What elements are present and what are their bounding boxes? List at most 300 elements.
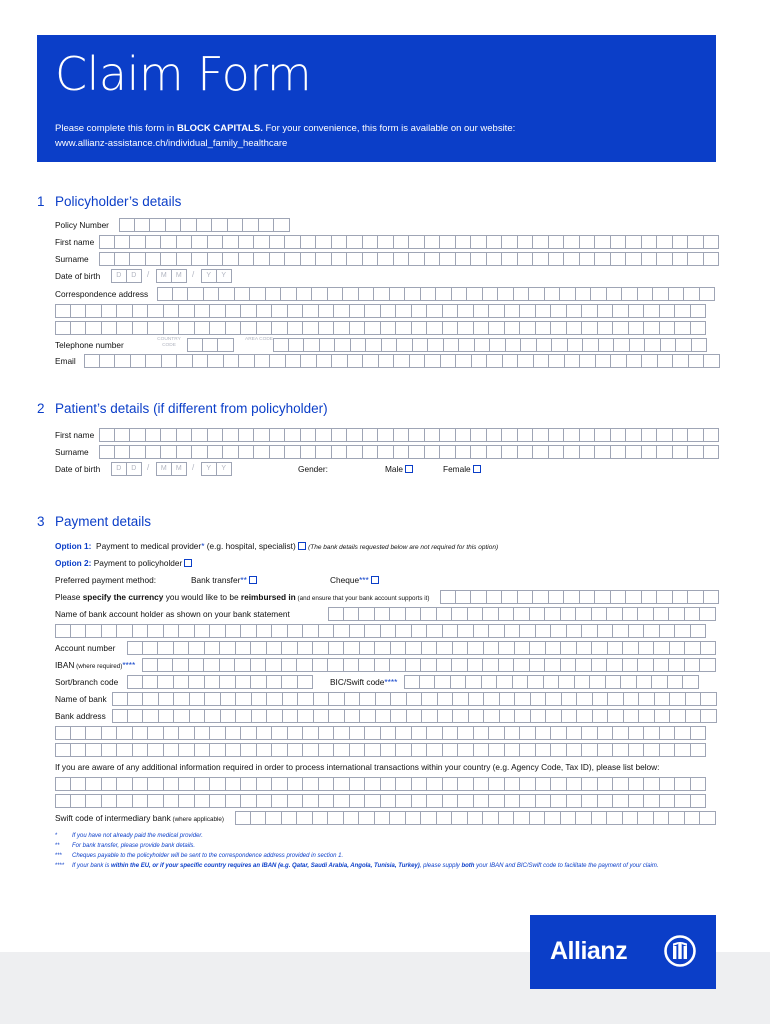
- character-box[interactable]: [505, 777, 521, 791]
- character-box[interactable]: [195, 726, 211, 740]
- character-box[interactable]: [313, 641, 329, 655]
- character-box[interactable]: [148, 304, 164, 318]
- character-box[interactable]: [332, 354, 348, 368]
- character-box[interactable]: [688, 235, 704, 249]
- character-box[interactable]: [273, 338, 289, 352]
- character-box[interactable]: [669, 607, 685, 621]
- character-box[interactable]: [440, 428, 456, 442]
- character-box[interactable]: [319, 743, 335, 757]
- character-box[interactable]: [301, 354, 317, 368]
- character-box[interactable]: [700, 607, 716, 621]
- character-box[interactable]: [499, 811, 515, 825]
- character-box[interactable]: [313, 658, 329, 672]
- character-box[interactable]: [332, 235, 348, 249]
- character-box[interactable]: [614, 338, 630, 352]
- character-box[interactable]: [458, 624, 474, 638]
- character-box[interactable]: [360, 692, 376, 706]
- character-box[interactable]: [86, 743, 102, 757]
- character-box[interactable]: [301, 252, 317, 266]
- character-box[interactable]: [675, 321, 691, 335]
- character-box[interactable]: [71, 726, 87, 740]
- character-box[interactable]: [691, 794, 707, 808]
- character-box[interactable]: [115, 428, 131, 442]
- character-box[interactable]: [102, 624, 118, 638]
- character-box[interactable]: [520, 624, 536, 638]
- character-box[interactable]: [421, 287, 437, 301]
- character-box[interactable]: [179, 726, 195, 740]
- character-box[interactable]: [591, 287, 607, 301]
- character-box[interactable]: [350, 794, 366, 808]
- character-box[interactable]: [518, 428, 534, 442]
- character-box[interactable]: [654, 641, 670, 655]
- character-box[interactable]: [241, 624, 257, 638]
- character-box[interactable]: [564, 590, 580, 604]
- character-box[interactable]: [239, 252, 255, 266]
- character-box[interactable]: [177, 252, 193, 266]
- character-box[interactable]: [425, 235, 441, 249]
- character-box[interactable]: [254, 428, 270, 442]
- character-box[interactable]: [283, 709, 299, 723]
- patient-first-name-field[interactable]: [99, 428, 719, 442]
- character-box[interactable]: [208, 354, 224, 368]
- currency-field[interactable]: [440, 590, 719, 604]
- character-box[interactable]: [236, 692, 252, 706]
- character-box[interactable]: [471, 235, 487, 249]
- character-box[interactable]: [657, 235, 673, 249]
- character-box[interactable]: [437, 607, 453, 621]
- character-box[interactable]: [409, 235, 425, 249]
- character-box[interactable]: [638, 811, 654, 825]
- character-box[interactable]: [226, 624, 242, 638]
- character-box[interactable]: [205, 692, 221, 706]
- character-box[interactable]: [545, 287, 561, 301]
- character-box[interactable]: [133, 321, 149, 335]
- character-box[interactable]: [499, 641, 515, 655]
- character-box[interactable]: [142, 658, 158, 672]
- character-box[interactable]: [692, 338, 708, 352]
- character-box[interactable]: [298, 709, 314, 723]
- character-box[interactable]: [576, 287, 592, 301]
- character-box[interactable]: [629, 726, 645, 740]
- character-box[interactable]: [187, 338, 203, 352]
- character-box[interactable]: [394, 235, 410, 249]
- character-box[interactable]: [422, 641, 438, 655]
- character-box[interactable]: [210, 777, 226, 791]
- character-box[interactable]: [513, 675, 529, 689]
- character-box[interactable]: [459, 338, 475, 352]
- character-box[interactable]: [133, 624, 149, 638]
- character-box[interactable]: [582, 743, 598, 757]
- character-box[interactable]: [86, 726, 102, 740]
- character-box[interactable]: [226, 321, 242, 335]
- character-box[interactable]: [257, 777, 273, 791]
- character-box[interactable]: [270, 428, 286, 442]
- character-box[interactable]: [440, 252, 456, 266]
- character-box[interactable]: [559, 675, 575, 689]
- character-box[interactable]: [257, 304, 273, 318]
- character-box[interactable]: [673, 428, 689, 442]
- character-box[interactable]: [629, 304, 645, 318]
- character-box[interactable]: [272, 726, 288, 740]
- character-box[interactable]: [127, 641, 143, 655]
- character-box[interactable]: [453, 641, 469, 655]
- character-box[interactable]: [691, 304, 707, 318]
- character-box[interactable]: [316, 445, 332, 459]
- character-box[interactable]: [375, 811, 391, 825]
- character-box[interactable]: [365, 304, 381, 318]
- character-box[interactable]: [192, 428, 208, 442]
- character-box[interactable]: [117, 743, 133, 757]
- character-box[interactable]: [360, 641, 376, 655]
- character-box[interactable]: [219, 287, 235, 301]
- character-box[interactable]: [583, 338, 599, 352]
- character-box[interactable]: [675, 304, 691, 318]
- character-box[interactable]: [458, 777, 474, 791]
- character-box[interactable]: [514, 607, 530, 621]
- character-box[interactable]: [254, 235, 270, 249]
- character-box[interactable]: [192, 235, 208, 249]
- character-box[interactable]: [704, 590, 720, 604]
- character-box[interactable]: [440, 590, 456, 604]
- character-box[interactable]: [102, 743, 118, 757]
- character-box[interactable]: [427, 777, 443, 791]
- character-box[interactable]: [406, 607, 422, 621]
- character-box[interactable]: [334, 743, 350, 757]
- character-box[interactable]: [146, 428, 162, 442]
- character-box[interactable]: [128, 709, 144, 723]
- character-box[interactable]: [505, 624, 521, 638]
- character-box[interactable]: [704, 235, 720, 249]
- character-box[interactable]: [660, 794, 676, 808]
- character-box[interactable]: [148, 777, 164, 791]
- character-box[interactable]: [639, 641, 655, 655]
- bank-transfer-checkbox[interactable]: [249, 576, 257, 584]
- character-box[interactable]: [483, 811, 499, 825]
- character-box[interactable]: [701, 692, 717, 706]
- character-box[interactable]: [344, 607, 360, 621]
- character-box[interactable]: [582, 321, 598, 335]
- character-box[interactable]: [592, 641, 608, 655]
- character-box[interactable]: [518, 445, 534, 459]
- character-box[interactable]: [226, 726, 242, 740]
- character-box[interactable]: [520, 794, 536, 808]
- character-box[interactable]: [564, 235, 580, 249]
- iban-field[interactable]: [142, 658, 716, 672]
- character-box[interactable]: [267, 709, 283, 723]
- character-box[interactable]: [55, 743, 71, 757]
- character-box[interactable]: [456, 590, 472, 604]
- character-box[interactable]: [133, 726, 149, 740]
- character-box[interactable]: [613, 777, 629, 791]
- character-box[interactable]: [482, 675, 498, 689]
- character-box[interactable]: [624, 692, 640, 706]
- character-box[interactable]: [161, 235, 177, 249]
- character-box[interactable]: [224, 354, 240, 368]
- character-box[interactable]: [471, 428, 487, 442]
- character-box[interactable]: [642, 445, 658, 459]
- character-box[interactable]: [146, 354, 162, 368]
- character-box[interactable]: [533, 252, 549, 266]
- character-box[interactable]: [644, 777, 660, 791]
- character-box[interactable]: [99, 235, 115, 249]
- character-box[interactable]: [440, 445, 456, 459]
- character-box[interactable]: [561, 641, 577, 655]
- character-box[interactable]: [484, 692, 500, 706]
- character-box[interactable]: [642, 235, 658, 249]
- character-box[interactable]: [332, 428, 348, 442]
- character-box[interactable]: [691, 777, 707, 791]
- character-box[interactable]: [158, 641, 174, 655]
- character-box[interactable]: [266, 658, 282, 672]
- additional-info-field-line-2[interactable]: [55, 794, 706, 808]
- character-box[interactable]: [565, 354, 581, 368]
- character-box[interactable]: [505, 794, 521, 808]
- character-box[interactable]: [437, 641, 453, 655]
- character-box[interactable]: [673, 445, 689, 459]
- character-box[interactable]: [484, 641, 500, 655]
- character-box[interactable]: [700, 287, 716, 301]
- character-box[interactable]: [660, 304, 676, 318]
- character-box[interactable]: [688, 445, 704, 459]
- character-box[interactable]: [683, 675, 699, 689]
- character-box[interactable]: [420, 675, 436, 689]
- character-box[interactable]: [375, 607, 391, 621]
- character-box[interactable]: [598, 777, 614, 791]
- character-box[interactable]: [427, 726, 443, 740]
- character-box[interactable]: [208, 235, 224, 249]
- character-box[interactable]: [644, 304, 660, 318]
- character-box[interactable]: [404, 675, 420, 689]
- character-box[interactable]: [297, 811, 313, 825]
- character-box[interactable]: [396, 624, 412, 638]
- character-box[interactable]: [328, 607, 344, 621]
- character-box[interactable]: [316, 428, 332, 442]
- character-box[interactable]: [241, 304, 257, 318]
- character-box[interactable]: [626, 252, 642, 266]
- character-box[interactable]: [396, 743, 412, 757]
- character-box[interactable]: [381, 743, 397, 757]
- character-box[interactable]: [250, 287, 266, 301]
- character-box[interactable]: [396, 777, 412, 791]
- character-box[interactable]: [376, 709, 392, 723]
- character-box[interactable]: [127, 675, 143, 689]
- character-box[interactable]: [117, 794, 133, 808]
- character-box[interactable]: [378, 445, 394, 459]
- character-box[interactable]: [164, 743, 180, 757]
- character-box[interactable]: [272, 777, 288, 791]
- character-box[interactable]: [637, 675, 653, 689]
- character-box[interactable]: [472, 354, 488, 368]
- character-box[interactable]: [458, 743, 474, 757]
- character-box[interactable]: [71, 794, 87, 808]
- character-box[interactable]: [561, 658, 577, 672]
- character-box[interactable]: [551, 624, 567, 638]
- character-box[interactable]: [655, 692, 671, 706]
- character-box[interactable]: [567, 743, 583, 757]
- character-box[interactable]: [119, 218, 135, 232]
- character-box[interactable]: [135, 218, 151, 232]
- character-box[interactable]: [452, 287, 468, 301]
- character-box[interactable]: [500, 709, 516, 723]
- character-box[interactable]: [71, 624, 87, 638]
- character-box[interactable]: [179, 304, 195, 318]
- character-box[interactable]: [518, 354, 534, 368]
- character-box[interactable]: [644, 624, 660, 638]
- character-box[interactable]: [657, 252, 673, 266]
- character-box[interactable]: [243, 218, 259, 232]
- character-box[interactable]: [598, 794, 614, 808]
- character-box[interactable]: [453, 709, 469, 723]
- character-box[interactable]: [210, 304, 226, 318]
- character-box[interactable]: [474, 743, 490, 757]
- character-box[interactable]: [623, 658, 639, 672]
- character-box[interactable]: [270, 354, 286, 368]
- character-box[interactable]: [210, 321, 226, 335]
- character-box[interactable]: [381, 304, 397, 318]
- character-box[interactable]: [363, 354, 379, 368]
- character-box[interactable]: [282, 811, 298, 825]
- character-box[interactable]: [210, 726, 226, 740]
- character-box[interactable]: [257, 624, 273, 638]
- character-box[interactable]: [425, 252, 441, 266]
- character-box[interactable]: [498, 287, 514, 301]
- character-box[interactable]: [236, 641, 252, 655]
- character-box[interactable]: [475, 338, 491, 352]
- character-box[interactable]: [161, 445, 177, 459]
- character-box[interactable]: [497, 675, 513, 689]
- character-box[interactable]: [691, 321, 707, 335]
- character-box[interactable]: [329, 709, 345, 723]
- character-box[interactable]: [443, 777, 459, 791]
- account-holder-field-line-2[interactable]: [55, 624, 706, 638]
- character-box[interactable]: [220, 641, 236, 655]
- character-box[interactable]: [314, 692, 330, 706]
- character-box[interactable]: [223, 252, 239, 266]
- character-box[interactable]: [489, 743, 505, 757]
- character-box[interactable]: [621, 675, 637, 689]
- character-box[interactable]: [598, 624, 614, 638]
- character-box[interactable]: [443, 624, 459, 638]
- character-box[interactable]: [611, 252, 627, 266]
- character-box[interactable]: [347, 428, 363, 442]
- character-box[interactable]: [365, 321, 381, 335]
- character-box[interactable]: [644, 321, 660, 335]
- character-box[interactable]: [99, 252, 115, 266]
- character-box[interactable]: [520, 304, 536, 318]
- character-box[interactable]: [221, 709, 237, 723]
- account-number-field[interactable]: [127, 641, 716, 655]
- character-box[interactable]: [220, 658, 236, 672]
- character-box[interactable]: [642, 590, 658, 604]
- character-box[interactable]: [102, 726, 118, 740]
- character-box[interactable]: [406, 641, 422, 655]
- character-box[interactable]: [676, 338, 692, 352]
- character-box[interactable]: [582, 794, 598, 808]
- character-box[interactable]: [675, 624, 691, 638]
- character-box[interactable]: [452, 811, 468, 825]
- character-box[interactable]: [55, 794, 71, 808]
- character-box[interactable]: [669, 287, 685, 301]
- character-box[interactable]: [577, 692, 593, 706]
- character-box[interactable]: [236, 709, 252, 723]
- character-box[interactable]: [452, 658, 468, 672]
- character-box[interactable]: [567, 624, 583, 638]
- character-box[interactable]: [173, 287, 189, 301]
- character-box[interactable]: [394, 354, 410, 368]
- character-box[interactable]: [254, 252, 270, 266]
- character-box[interactable]: [436, 287, 452, 301]
- character-box[interactable]: [366, 338, 382, 352]
- character-box[interactable]: [468, 641, 484, 655]
- character-box[interactable]: [530, 811, 546, 825]
- character-box[interactable]: [282, 658, 298, 672]
- character-box[interactable]: [520, 777, 536, 791]
- character-box[interactable]: [443, 794, 459, 808]
- character-box[interactable]: [381, 624, 397, 638]
- character-box[interactable]: [499, 607, 515, 621]
- option-2-checkbox[interactable]: [184, 559, 192, 567]
- female-checkbox[interactable]: [473, 465, 481, 473]
- character-box[interactable]: [536, 777, 552, 791]
- character-box[interactable]: [146, 252, 162, 266]
- character-box[interactable]: [329, 692, 345, 706]
- character-box[interactable]: [288, 777, 304, 791]
- character-box[interactable]: [102, 794, 118, 808]
- character-box[interactable]: [521, 338, 537, 352]
- character-box[interactable]: [487, 445, 503, 459]
- character-box[interactable]: [660, 321, 676, 335]
- character-box[interactable]: [190, 692, 206, 706]
- character-box[interactable]: [391, 709, 407, 723]
- character-box[interactable]: [177, 354, 193, 368]
- character-box[interactable]: [133, 743, 149, 757]
- character-box[interactable]: [506, 338, 522, 352]
- character-box[interactable]: [257, 726, 273, 740]
- character-box[interactable]: [661, 338, 677, 352]
- character-box[interactable]: [381, 777, 397, 791]
- character-box[interactable]: [456, 428, 472, 442]
- character-box[interactable]: [551, 794, 567, 808]
- character-box[interactable]: [582, 726, 598, 740]
- phone-number-field[interactable]: [273, 338, 707, 352]
- character-box[interactable]: [267, 692, 283, 706]
- character-box[interactable]: [396, 726, 412, 740]
- country-code-field[interactable]: [187, 338, 234, 352]
- character-box[interactable]: [458, 794, 474, 808]
- character-box[interactable]: [298, 641, 314, 655]
- character-box[interactable]: [130, 235, 146, 249]
- character-box[interactable]: [456, 235, 472, 249]
- character-box[interactable]: [598, 321, 614, 335]
- character-box[interactable]: [580, 590, 596, 604]
- character-box[interactable]: [536, 304, 552, 318]
- character-box[interactable]: [474, 624, 490, 638]
- character-box[interactable]: [223, 428, 239, 442]
- character-box[interactable]: [252, 709, 268, 723]
- male-checkbox[interactable]: [405, 465, 413, 473]
- character-box[interactable]: [347, 445, 363, 459]
- character-box[interactable]: [567, 304, 583, 318]
- character-box[interactable]: [117, 624, 133, 638]
- character-box[interactable]: [177, 428, 193, 442]
- character-box[interactable]: [303, 743, 319, 757]
- character-box[interactable]: [684, 287, 700, 301]
- character-box[interactable]: [55, 304, 71, 318]
- character-box[interactable]: [381, 321, 397, 335]
- character-box[interactable]: [272, 304, 288, 318]
- character-box[interactable]: [179, 321, 195, 335]
- character-box[interactable]: [502, 590, 518, 604]
